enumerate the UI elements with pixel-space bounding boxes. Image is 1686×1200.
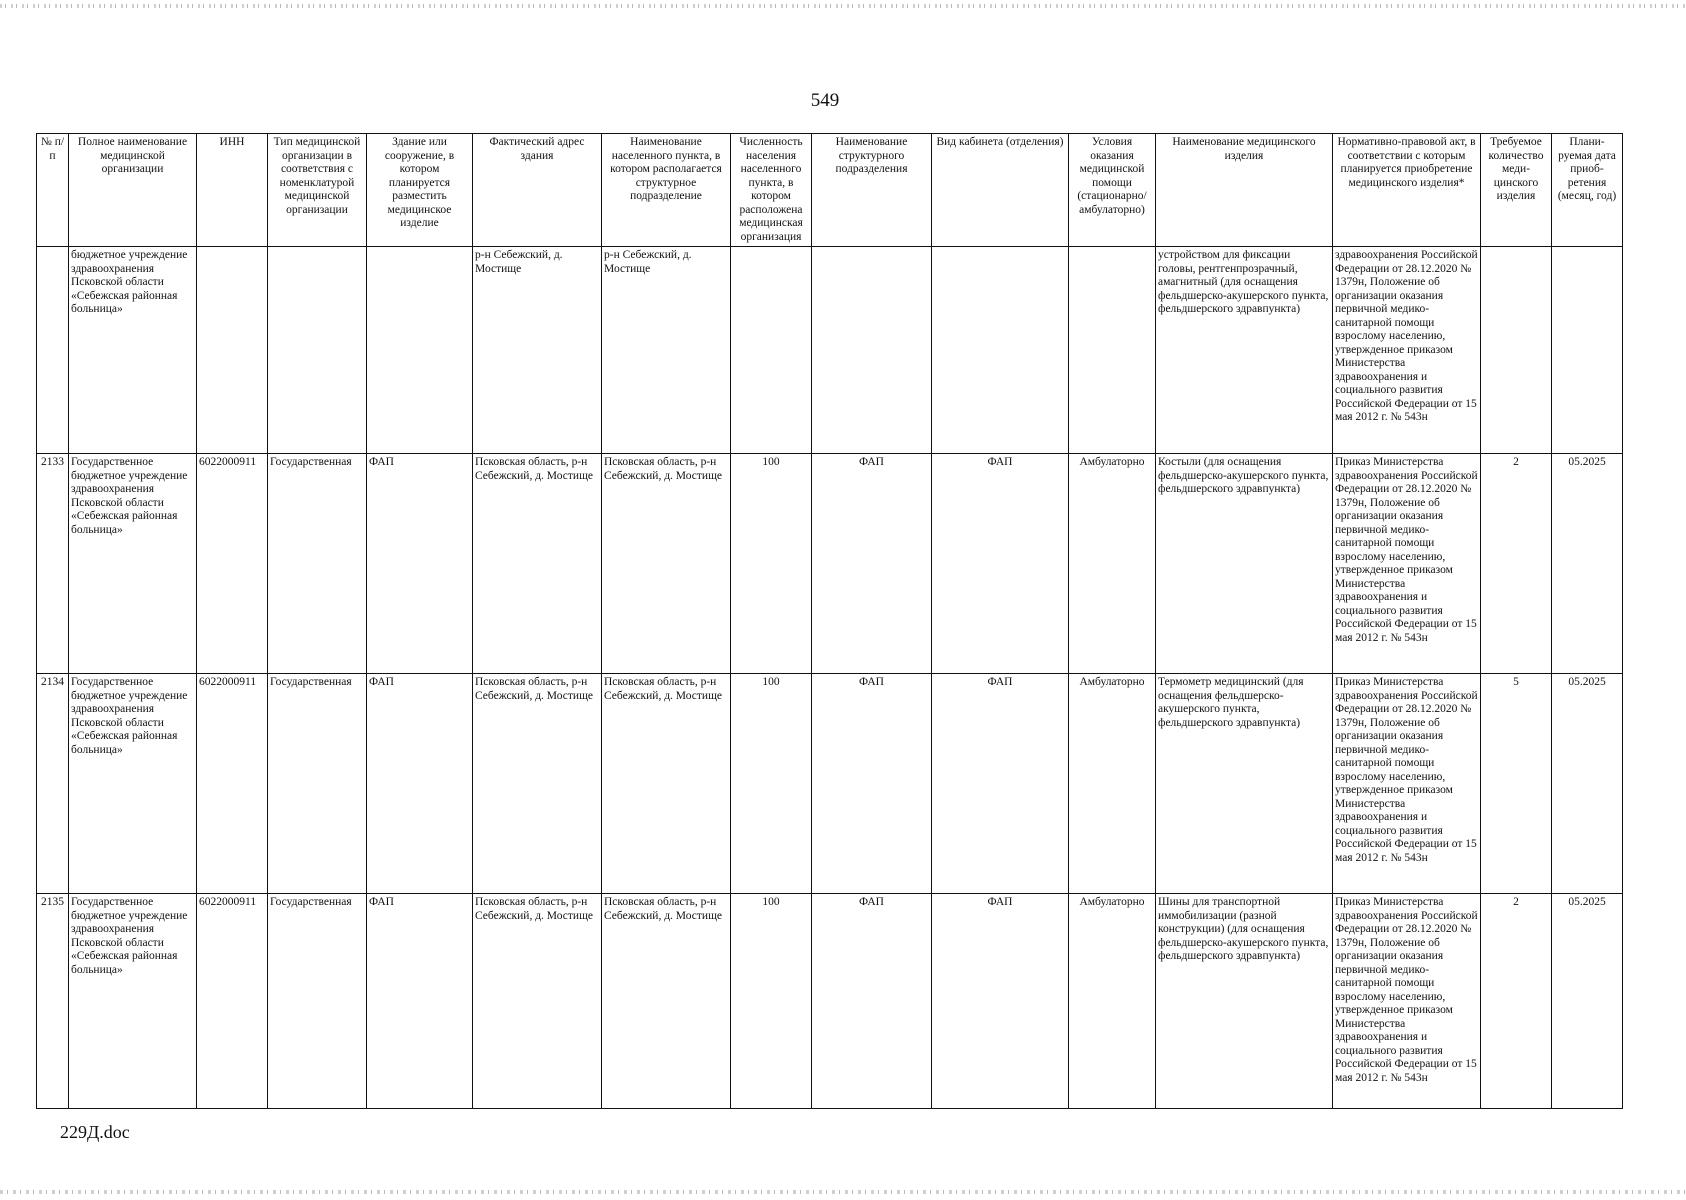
- header-type: Тип медицинской организации в соответствия с номенклатурой медицинской организации: [268, 134, 367, 247]
- footer-filename: 229Д.doc: [60, 1122, 130, 1142]
- header-device: Наименование медицинского изделия: [1156, 134, 1333, 247]
- header-cabinet: Вид кабинета (отделения): [932, 134, 1069, 247]
- cell-conditions: [1069, 247, 1156, 454]
- cell-building: ФАП: [367, 674, 473, 894]
- cell-num: 2134: [37, 674, 69, 894]
- cell-address: Псковская область, р-н Себежский, д. Мостище: [473, 454, 602, 674]
- header-population: Численность населения населенного пункта, в котором расположена медицинская организация: [731, 134, 812, 247]
- cell-num: [37, 247, 69, 454]
- table-row: [37, 454, 1623, 674]
- header-settlement: Наименование населенного пункта, в котором располагается структурное подразделение: [602, 134, 731, 247]
- cell-inn: [197, 247, 268, 454]
- cell-unit: [812, 247, 932, 454]
- cell-cabinet: [932, 247, 1069, 454]
- cell-device: Термометр медицинский (для оснащения фельдшерско-акушерского пункта, фельдшерского здравпункта): [1156, 674, 1333, 894]
- table-row: [37, 247, 1623, 454]
- header-act: Нормативно-правовой акт, в соответствии с которым планируется приобретение медицинского изделия*: [1333, 134, 1481, 247]
- cell-act: Приказ Министерства здравоохранения Российской Федерации от 28.12.2020 № 1379н, Положение об организации оказания первичной медико-санитарной помощи взрослому населению, утвержденное приказом Министерства здравоохранения и социального развития Российской Федерации от 15 мая 2012 г. № 543н: [1333, 674, 1481, 894]
- scan-edge-top: [0, 4, 1686, 8]
- cell-inn: 6022000911: [197, 674, 268, 894]
- cell-type: [268, 247, 367, 454]
- cell-building: ФАП: [367, 894, 473, 1109]
- cell-type: Государственная: [268, 894, 367, 1109]
- cell-cabinet: ФАП: [932, 894, 1069, 1109]
- cell-unit: ФАП: [812, 894, 932, 1109]
- cell-unit: ФАП: [812, 674, 932, 894]
- cell-address: р-н Себежский, д. Мостище: [473, 247, 602, 454]
- cell-conditions: Амбулаторно: [1069, 454, 1156, 674]
- cell-address: Псковская область, р-н Себежский, д. Мостище: [473, 894, 602, 1109]
- cell-building: ФАП: [367, 454, 473, 674]
- header-address: Фактический адрес здания: [473, 134, 602, 247]
- cell-date: 05.2025: [1552, 454, 1623, 674]
- cell-org: бюджетное учреждение здравоохранения Псковской области «Себежская районная больница»: [69, 247, 197, 454]
- table-header-row: [37, 134, 1623, 247]
- table-row: [37, 674, 1623, 894]
- cell-org: Государственное бюджетное учреждение здравоохранения Псковской области «Себежская районная больница»: [69, 454, 197, 674]
- cell-settlement: Псковская область, р-н Себежский, д. Мостище: [602, 674, 731, 894]
- medical-device-table: [36, 133, 1623, 1109]
- cell-num: 2133: [37, 454, 69, 674]
- header-org: Полное наименование медицинской организации: [69, 134, 197, 247]
- scan-edge-bottom: [0, 1190, 1686, 1194]
- header-num: № п/п: [37, 134, 69, 247]
- cell-qty: 2: [1481, 454, 1552, 674]
- header-date: Плани-руемая дата приоб-ретения (месяц, год): [1552, 134, 1623, 247]
- cell-act: Приказ Министерства здравоохранения Российской Федерации от 28.12.2020 № 1379н, Положение об организации оказания первичной медико-санитарной помощи взрослому населению, утвержденное приказом Министерства здравоохранения и социального развития Российской Федерации от 15 мая 2012 г. № 543н: [1333, 454, 1481, 674]
- header-conditions: Условия оказания медицинской помощи (стационарно/ амбулаторно): [1069, 134, 1156, 247]
- cell-unit: ФАП: [812, 454, 932, 674]
- cell-date: 05.2025: [1552, 894, 1623, 1109]
- cell-qty: 5: [1481, 674, 1552, 894]
- cell-conditions: Амбулаторно: [1069, 894, 1156, 1109]
- cell-conditions: Амбулаторно: [1069, 674, 1156, 894]
- cell-cabinet: ФАП: [932, 454, 1069, 674]
- cell-inn: 6022000911: [197, 454, 268, 674]
- cell-date: 05.2025: [1552, 674, 1623, 894]
- header-unit: Наименование структурного подразделения: [812, 134, 932, 247]
- cell-org: Государственное бюджетное учреждение здравоохранения Псковской области «Себежская районная больница»: [69, 674, 197, 894]
- cell-type: Государственная: [268, 674, 367, 894]
- page-number: 549: [810, 90, 840, 111]
- header-building: Здание или сооружение, в котором планируется разместить медицинское изделие: [367, 134, 473, 247]
- header-inn: ИНН: [197, 134, 268, 247]
- cell-inn: 6022000911: [197, 894, 268, 1109]
- cell-population: 100: [731, 894, 812, 1109]
- header-qty: Требуемое количество меди-цинского изделия: [1481, 134, 1552, 247]
- cell-address: Псковская область, р-н Себежский, д. Мостище: [473, 674, 602, 894]
- cell-population: 100: [731, 454, 812, 674]
- cell-population: 100: [731, 674, 812, 894]
- cell-device: устройством для фиксации головы, рентгенпрозрачный, амагнитный (для оснащения фельдшерско-акушерского пункта, фельдшерского здравпункта): [1156, 247, 1333, 454]
- cell-num: 2135: [37, 894, 69, 1109]
- cell-device: Костыли (для оснащения фельдшерско-акушерского пункта, фельдшерского здравпункта): [1156, 454, 1333, 674]
- cell-qty: [1481, 247, 1552, 454]
- cell-cabinet: ФАП: [932, 674, 1069, 894]
- table-row: [37, 894, 1623, 1109]
- cell-settlement: Псковская область, р-н Себежский, д. Мостище: [602, 894, 731, 1109]
- cell-type: Государственная: [268, 454, 367, 674]
- cell-qty: 2: [1481, 894, 1552, 1109]
- cell-population: [731, 247, 812, 454]
- cell-org: Государственное бюджетное учреждение здравоохранения Псковской области «Себежская районная больница»: [69, 894, 197, 1109]
- cell-settlement: Псковская область, р-н Себежский, д. Мостище: [602, 454, 731, 674]
- cell-act: здравоохранения Российской Федерации от 28.12.2020 № 1379н, Положение об организации оказания первичной медико-санитарной помощи взрослому населению, утвержденное приказом Министерства здравоохранения и социального развития Российской Федерации от 15 мая 2012 г. № 543н: [1333, 247, 1481, 454]
- cell-settlement: р-н Себежский, д. Мостище: [602, 247, 731, 454]
- cell-building: [367, 247, 473, 454]
- cell-date: [1552, 247, 1623, 454]
- cell-act: Приказ Министерства здравоохранения Российской Федерации от 28.12.2020 № 1379н, Положение об организации оказания первичной медико-санитарной помощи взрослому населению, утвержденное приказом Министерства здравоохранения и социального развития Российской Федерации от 15 мая 2012 г. № 543н: [1333, 894, 1481, 1109]
- cell-device: Шины для транспортной иммобилизации (разной конструкции) (для оснащения фельдшерско-акушерского пункта, фельдшерского здравпункта): [1156, 894, 1333, 1109]
